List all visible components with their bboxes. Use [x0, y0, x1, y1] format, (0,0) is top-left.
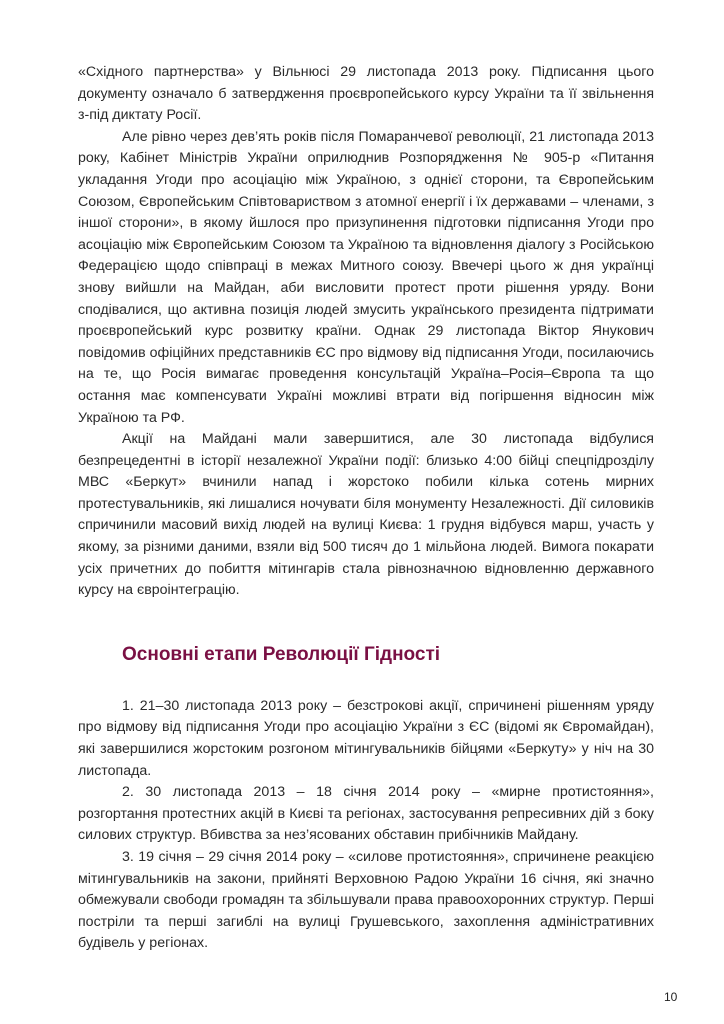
page-number: 10 [664, 990, 678, 1004]
paragraph-cabinet-decision: Але рівно через дев’ять років після Помаранчевої революції, 21 листопада 2013 року, Кабінет Міністрів України оприлюднив Розпорядження № 905-р «Питання укладання Угоди про асоціацію між Україною, з однієї сторони, та Європейським Союзом, Європейським Співтовариством з атомної енергії і їх державами – членами, з іншої сторони», в якому йшлося про призупинення підготовки підписання Угоди про асоціацію між Європейським Союзом та Україною та відновлення діалогу з Російською Федерацією щодо співпраці в межах Митного союзу. Ввечері цього ж дня українці знову вийшли на Майдан, аби висловити протест проти рішення уряду. Вони сподівалися, що активна позиція людей змусить українського президента підтримати проєвропейський курс розвитку країни. Однак 29 листопада Віктор Янукович повідомив офіційних представників ЄС про відмову від підписання Угоди, посилаючись на те, що Росія вимагає проведення консультацій Україна–Росія–Європа та що остання має компенсувати Україні можливі втрати від погіршення відносин між Україною та РФ. [78, 128, 654, 426]
document-page [78, 62, 654, 955]
section-heading: Основні етапи Революції Гідності [122, 643, 441, 665]
stage-item-3: 3. 19 січня – 29 січня 2014 року – «силове протистояння», спричинене реакцією мітингувальників на закони, прийняті Верховною Радою України 16 січня, які значно обмежували свободи громадян та збільшували права правоохоронних структур. Перші постріли та перші загиблі на вулиці Грушевського, захоплення адміністративних будівель у регіонах. [78, 849, 654, 952]
stage-item-2: 2. 30 листопада 2013 – 18 січня 2014 року – «мирне протистояння», розгортання протестних акцій в Києві та регіонах, застосування репресивних дій з боку силових структур. Вбивства за нез’ясованих обставин прибічників Майдану. [78, 784, 654, 844]
paragraph-intro-continuation: «Східного партнерства» у Вільнюсі 29 листопада 2013 року. Підписання цього документу означало б затвердження проєвропейського курсу України та її звільнення з-під диктату Росії. [78, 64, 654, 124]
spacer [78, 668, 654, 696]
paragraph-maidan-events: Акції на Майдані мали завершитися, але 30 листопада відбулися безпрецедентні в історії незалежної України події: близько 4:00 бійці спецпідрозділу МВС «Беркут» вчинили напад і жорстоко побили кілька сотень мирних протестувальників, які лишалися ночувати біля монументу Незалежності. Дії силовиків спричинили масовий вихід людей на вулиці Києва: 1 грудня відбувся марш, участь у якому, за різними даними, взяли від 500 тисяч до 1 мільйона людей. Вимога покарати усіх причетних до побиття мітингарів стала рівнозначною відновленню державного курсу на євроінтеграцію. [78, 431, 654, 599]
stage-item-1: 1. 21–30 листопада 2013 року – безстрокові акції, спричинені рішенням уряду про відмову від підписання Угоди про асоціацію України з ЄС (відомі як Євромайдан), які завершилися жорстоким розгоном мітингувальників бійцями «Беркуту» у ніч на 30 листопада. [78, 697, 654, 779]
